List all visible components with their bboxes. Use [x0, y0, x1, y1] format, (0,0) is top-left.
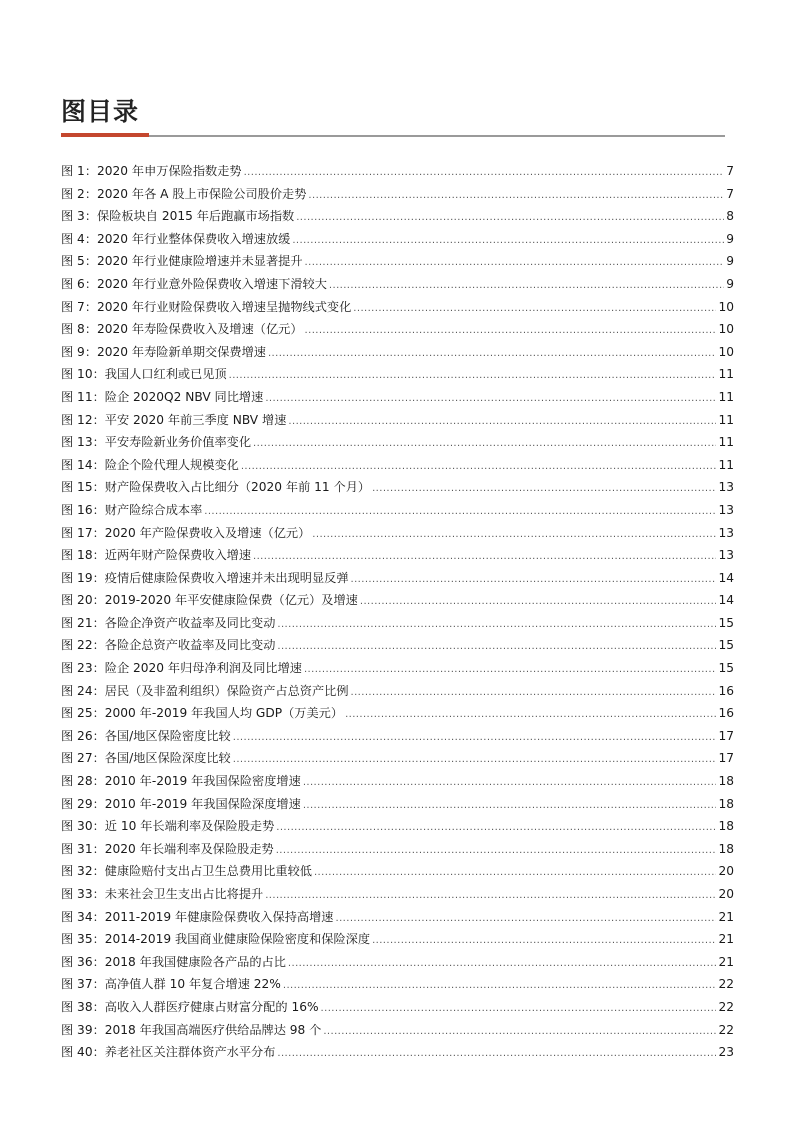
dot-leader [312, 522, 716, 547]
dot-leader [241, 454, 717, 479]
toc-entry-page: 13 [718, 502, 734, 517]
toc-entry-page: 15 [718, 638, 734, 653]
toc-entry-label: 图 4：2020 年行业整体保费收入增速放缓 [61, 231, 291, 246]
toc-entry-label: 图 40：养老社区关注群体资产水平分布 [61, 1045, 276, 1060]
toc-entry[interactable] [61, 250, 734, 273]
dot-leader [204, 499, 716, 524]
dot-leader [277, 612, 716, 637]
page-title: 图目录 [61, 97, 140, 126]
toc-entry-label: 图 30：近 10 年长端利率及保险股走势 [61, 819, 275, 834]
toc-entry-label: 图 16：财产险综合成本率 [61, 502, 203, 517]
dot-leader [308, 183, 724, 208]
dot-leader [268, 341, 717, 366]
toc-entry-page: 20 [718, 887, 734, 901]
toc-entry-label: 图 13：平安寿险新业务价值率变化 [61, 435, 252, 450]
toc-entry[interactable] [61, 838, 734, 861]
toc-entry[interactable] [61, 589, 734, 612]
toc-entry-page: 8 [726, 209, 734, 224]
dot-leader [303, 770, 717, 795]
toc-entry[interactable] [61, 409, 734, 432]
toc-entry[interactable] [61, 973, 734, 996]
toc-entry[interactable] [61, 499, 734, 522]
toc-entry-label: 图 37：高净值人群 10 年复合增速 22% [61, 977, 281, 992]
toc-entry-page: 9 [726, 231, 734, 246]
toc-entry-label: 图 21：各险企净资产收益率及同比变动 [61, 615, 276, 630]
toc-entry[interactable] [61, 883, 734, 906]
toc-entry[interactable] [61, 296, 734, 319]
dot-leader [276, 815, 716, 840]
dot-leader [372, 928, 716, 953]
toc-entry-label: 图 24：居民（及非盈利组织）保险资产占总资产比例 [61, 683, 349, 698]
toc-entry[interactable] [61, 273, 734, 296]
title-accent-bar [61, 133, 149, 137]
toc-entry[interactable] [61, 815, 734, 838]
toc-entry-page: 9 [726, 254, 734, 269]
toc-entry[interactable] [61, 476, 734, 499]
toc-entry-page: 18 [718, 841, 734, 856]
dot-leader [305, 250, 725, 275]
toc-entry-label: 图 8：2020 年寿险保费收入及增速（亿元） [61, 322, 303, 337]
toc-entry-page: 20 [718, 864, 734, 879]
toc-entry[interactable] [61, 793, 734, 816]
toc-entry-label: 图 26：各国/地区保险密度比较 [61, 728, 231, 743]
toc-entry[interactable] [61, 318, 734, 341]
toc-entry-label: 图 12：平安 2020 年前三季度 NBV 增速 [61, 412, 287, 427]
toc-entry[interactable] [61, 183, 734, 206]
toc-entry-label: 图 15：财产险保费收入占比细分（2020 年前 11 个月） [61, 480, 371, 495]
toc-entry-label: 图 33：未来社会卫生支出占比将提升 [61, 887, 264, 901]
toc-entry-page: 13 [718, 525, 734, 540]
toc-entry-label: 图 29：2010 年-2019 年我国保险深度增速 [61, 796, 301, 811]
dot-leader [336, 906, 717, 931]
toc-entry[interactable] [61, 341, 734, 364]
dot-leader [372, 476, 716, 501]
toc-entry-label: 图 28：2010 年-2019 年我国保险密度增速 [61, 774, 301, 789]
dot-leader [345, 702, 716, 727]
toc-entry-page: 10 [718, 322, 734, 337]
title-divider [61, 135, 725, 137]
toc-entry-label: 图 23：险企 2020 年归母净利润及同比增速 [61, 661, 302, 676]
toc-entry-page: 16 [718, 683, 734, 698]
toc-entry[interactable] [61, 544, 734, 567]
toc-entry[interactable] [61, 860, 734, 883]
toc-entry-label: 图 38：高收入人群医疗健康占财富分配的 16% [61, 999, 319, 1014]
toc-entry-label: 图 17：2020 年产险保费收入及增速（亿元） [61, 525, 311, 540]
toc-entry[interactable] [61, 612, 734, 635]
dot-leader [329, 273, 724, 298]
toc-entry-label: 图 14：险企个险代理人规模变化 [61, 457, 239, 472]
toc-entry-label: 图 35：2014-2019 我国商业健康险保险密度和保险深度 [61, 932, 371, 947]
toc-entry-page: 7 [726, 186, 734, 201]
toc-entry-page: 11 [718, 457, 734, 472]
toc-entry[interactable] [61, 228, 734, 251]
dot-leader [288, 409, 716, 434]
dot-leader [276, 838, 717, 863]
toc-entry-label: 图 7：2020 年行业财险保费收入增速呈抛物线式变化 [61, 299, 352, 314]
toc-entry-label: 图 34：2011-2019 年健康险保费收入保持高增速 [61, 909, 334, 924]
toc-entry[interactable] [61, 431, 734, 454]
toc-entry[interactable] [61, 386, 734, 409]
toc-entry[interactable] [61, 996, 734, 1019]
dot-leader [283, 973, 717, 998]
dot-leader [253, 431, 716, 456]
toc-entry-page: 7 [726, 164, 734, 178]
dot-leader [265, 883, 716, 908]
toc-entry-label: 图 2：2020 年各 A 股上市保险公司股价走势 [61, 186, 307, 201]
toc-entry-page: 22 [718, 999, 734, 1014]
toc-entry-label: 图 11：险企 2020Q2 NBV 同比增速 [61, 389, 264, 404]
toc-entry-label: 图 5：2020 年行业健康险增速并未显著提升 [61, 254, 303, 269]
toc-entry[interactable] [61, 770, 734, 793]
toc-entry-page: 13 [718, 480, 734, 495]
toc-entry[interactable] [61, 454, 734, 477]
toc-entry-label: 图 9：2020 年寿险新单期交保费增速 [61, 344, 266, 359]
dot-leader [292, 228, 724, 253]
toc-entry-label: 图 19：疫情后健康险保费收入增速并未出现明显反弹 [61, 570, 349, 585]
toc-entry-label: 图 22：各险企总资产收益率及同比变动 [61, 638, 276, 653]
toc-entry-page: 10 [718, 299, 734, 314]
toc-entry-page: 23 [718, 1045, 734, 1060]
toc-entry-label: 图 6：2020 年行业意外险保费收入增速下滑较大 [61, 276, 327, 291]
toc-entry-page: 21 [718, 932, 734, 947]
toc-entry-label: 图 36：2018 年我国健康险各产品的占比 [61, 954, 286, 969]
dot-leader [233, 725, 717, 750]
toc-entry-page: 11 [718, 412, 734, 427]
dot-leader [303, 793, 717, 818]
toc-entry-page: 15 [718, 615, 734, 630]
toc-entry[interactable] [61, 657, 734, 680]
toc-entry[interactable] [61, 951, 734, 974]
toc-entry[interactable] [61, 906, 734, 929]
toc-entry-page: 15 [718, 661, 734, 676]
toc-entry-page: 18 [718, 819, 734, 834]
dot-leader [277, 634, 716, 659]
toc-entry[interactable] [61, 567, 734, 590]
toc-entry-page: 11 [718, 367, 734, 382]
toc-entry-page: 17 [718, 751, 734, 766]
toc-entry[interactable] [61, 702, 734, 725]
toc-entry[interactable] [61, 205, 734, 228]
toc-entry-page: 10 [718, 344, 734, 359]
toc-entry[interactable] [61, 634, 734, 657]
dot-leader [244, 160, 725, 185]
figure-list [61, 160, 734, 1064]
toc-entry[interactable] [61, 522, 734, 545]
toc-entry-page: 17 [718, 728, 734, 743]
toc-entry-page: 11 [718, 389, 734, 404]
dot-leader [321, 996, 717, 1021]
dot-leader [305, 318, 717, 343]
dot-leader [351, 680, 717, 705]
toc-entry-label: 图 32：健康险赔付支出占卫生总费用比重较低 [61, 864, 312, 879]
toc-entry-page: 14 [718, 570, 734, 585]
toc-entry-label: 图 1：2020 年申万保险指数走势 [61, 164, 242, 178]
toc-entry-page: 13 [718, 548, 734, 563]
toc-entry-page: 18 [718, 796, 734, 811]
toc-entry[interactable] [61, 1019, 734, 1042]
dot-leader [265, 386, 716, 411]
dot-leader [353, 296, 716, 321]
toc-entry-label: 图 3：保险板块自 2015 年后跑赢市场指数 [61, 209, 295, 224]
toc-entry[interactable] [61, 928, 734, 951]
dot-leader [253, 544, 716, 569]
toc-entry[interactable] [61, 160, 734, 183]
dot-leader [304, 657, 717, 682]
toc-entry-label: 图 10：我国人口红利或已见顶 [61, 367, 227, 382]
dot-leader [314, 860, 717, 885]
toc-entry[interactable] [61, 363, 734, 386]
dot-leader [296, 205, 724, 230]
toc-entry-page: 18 [718, 774, 734, 789]
toc-entry-page: 9 [726, 276, 734, 291]
toc-entry-page: 21 [718, 909, 734, 924]
toc-entry-page: 16 [718, 706, 734, 721]
dot-leader [229, 363, 717, 388]
dot-leader [323, 1019, 716, 1044]
dot-leader [233, 747, 717, 772]
toc-entry-page: 22 [718, 1022, 734, 1037]
toc-entry[interactable] [61, 1041, 734, 1064]
toc-entry-page: 14 [718, 593, 734, 608]
toc-entry-page: 11 [718, 435, 734, 450]
toc-entry-label: 图 25：2000 年-2019 年我国人均 GDP（万美元） [61, 706, 344, 721]
dot-leader [360, 589, 717, 614]
toc-entry-label: 图 39：2018 年我国高端医疗供给品牌达 98 个 [61, 1022, 322, 1037]
toc-entry[interactable] [61, 747, 734, 770]
toc-entry-label: 图 18：近两年财产险保费收入增速 [61, 548, 252, 563]
toc-entry-label: 图 31：2020 年长端利率及保险股走势 [61, 841, 274, 856]
dot-leader [351, 567, 717, 592]
toc-entry-label: 图 27：各国/地区保险深度比较 [61, 751, 231, 766]
toc-entry-page: 21 [718, 954, 734, 969]
toc-entry[interactable] [61, 725, 734, 748]
toc-entry-page: 22 [718, 977, 734, 992]
toc-entry[interactable] [61, 680, 734, 703]
dot-leader [288, 951, 717, 976]
dot-leader [277, 1041, 716, 1066]
toc-entry-label: 图 20：2019-2020 年平安健康险保费（亿元）及增速 [61, 593, 358, 608]
